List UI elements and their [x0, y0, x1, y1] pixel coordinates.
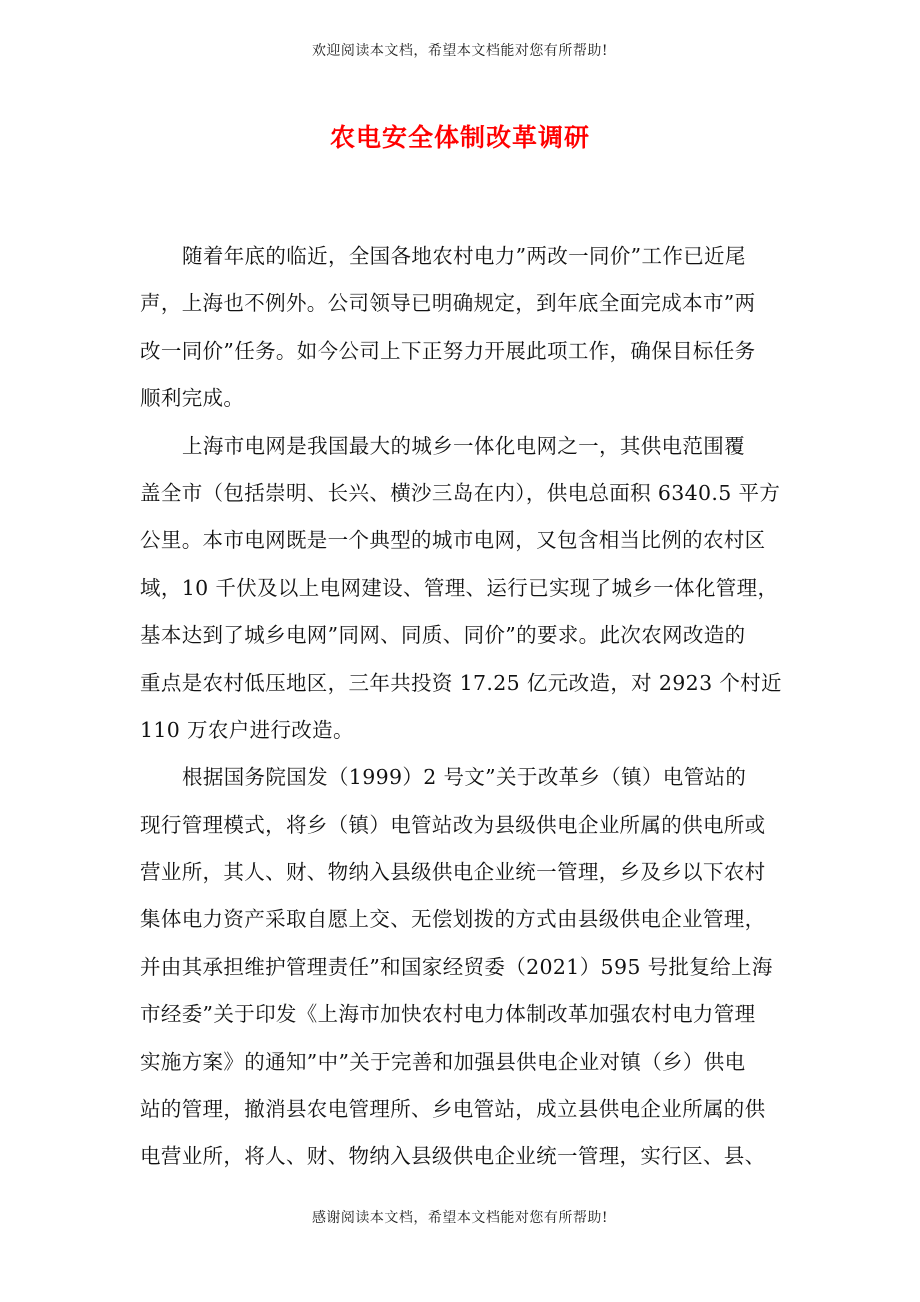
text-line: 电营业所，将人、财、物纳入县级供电企业统一管理，实行区、县、 — [140, 1144, 766, 1169]
text-line: 站的管理，撤消县农电管理所、乡电管站，成立县供电企业所属的供 — [140, 1097, 766, 1122]
header-note: 欢迎阅读本文档，希望本文档能对您有所帮助! — [311, 43, 609, 59]
paragraph-3 — [140, 759, 785, 1186]
text-line: 改一同价”任务。如今公司上下正努力开展此项工作，确保目标任务 — [140, 338, 756, 363]
text-line: 上海市电网是我国最大的城乡一体化电网之一，其供电范围覆 — [182, 433, 745, 458]
text-line: 声，上海也不例外。公司领导已明确规定，到年底全面完成本市”两 — [140, 291, 756, 316]
document-title: 农电安全体制改革调研 — [329, 123, 590, 152]
text-line: 公里。本市电网既是一个典型的城市电网，又包含相当比例的农村区 — [140, 528, 766, 553]
text-line: 实施方案》的通知”中”关于完善和加强县供电企业对镇（乡）供电 — [140, 1049, 746, 1074]
text-line: 顺利完成。 — [140, 386, 245, 411]
text-line: 根据国务院国发（1999）2 号文”关于改革乡（镇）电管站的 — [182, 765, 747, 790]
text-line: 营业所，其人、财、物纳入县级供电企业统一管理，乡及乡以下农村 — [140, 860, 766, 885]
text-line: 随着年底的临近，全国各地农村电力”两改一同价”工作已近尾 — [182, 244, 746, 268]
text-line: 现行管理模式，将乡（镇）电管站改为县级供电企业所属的供电所或 — [140, 812, 766, 837]
paragraph-1 — [140, 238, 785, 428]
text-line: 市经委”关于印发《上海市加快农村电力体制改革加强农村电力管理 — [140, 1002, 756, 1027]
text-line: 并由其承担维护管理责任”和国家经贸委（2021）595 号批复给上海 — [140, 954, 773, 979]
footer-note: 感谢阅读本文档，希望本文档能对您有所帮助! — [311, 1210, 609, 1226]
text-line: 110 万农户进行改造。 — [140, 717, 354, 742]
paragraph-2 — [140, 428, 785, 760]
document-body — [140, 238, 785, 1186]
text-line: 域，10 千伏及以上电网建设、管理、运行已实现了城乡一体化管理， — [140, 575, 779, 600]
text-line: 盖全市（包括崇明、长兴、横沙三岛在内），供电总面积 6340.5 平方 — [140, 480, 781, 505]
text-line: 集体电力资产采取自愿上交、无偿划拨的方式由县级供电企业管理， — [140, 907, 766, 932]
text-line: 重点是农村低压地区，三年共投资 17.25 亿元改造，对 2923 个村近 — [140, 670, 782, 695]
text-line: 基本达到了城乡电网”同网、同质、同价”的要求。此次农网改造的 — [140, 623, 746, 648]
